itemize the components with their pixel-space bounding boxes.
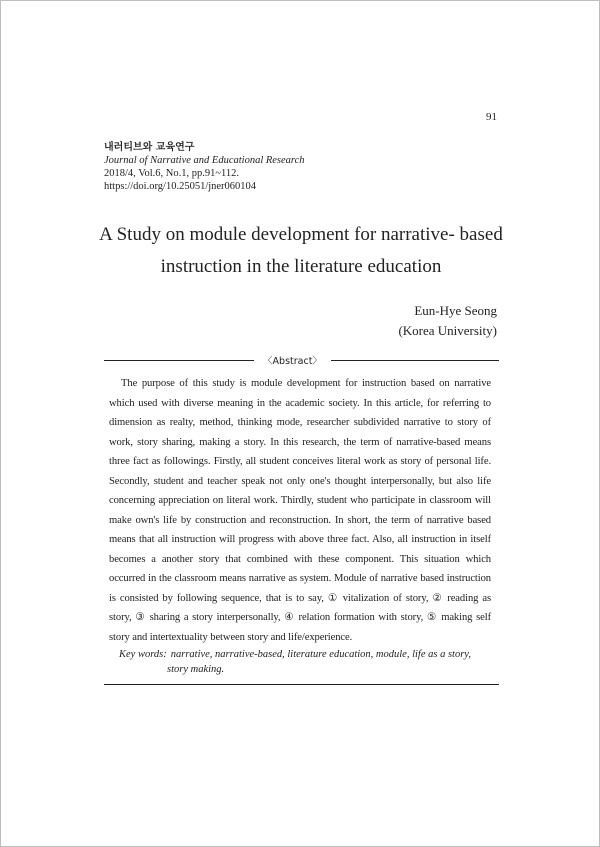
title-line-2: instruction in the literature education: [160, 256, 442, 277]
abstract-text: The purpose of this study is module development for instruction based on narrative which used with diverse meaning in the academic society. In this article, for referring to dimension as realty, method, thinking mode, researcher subdivided narrative to story of work, story sharing, making a story. In this research, the term of narrative-based means three fact as followings. Firstly, all student conceives literal work as story of personal life. Secondly, student and teacher speak not only one's thought interpersonally, but also life concerning appreciation on literal work. Thirdly, student who participate in classroom will make own's life by construction and reconstruction. In short, the term of narrative based means that all instruction will progress with above three fact. Also, all instruction in itself becomes a another story that combined with these component. This situation which occurred in the classroom means narrative as system. Module of narrative based instruction is consisted by following sequence, that is to say, ① vitalization of story, ② reading as story, ③ sharing a story interpersonally, ④ relation formation with story, ⑤ making self story and intertextuality between story and life/experience.: [109, 378, 491, 643]
paper-title: [61, 219, 541, 283]
author-affiliation: (Korea University): [398, 323, 497, 338]
journal-title-korean: 내러티브와 교육연구: [104, 142, 195, 153]
keywords-line-2: story making.: [167, 664, 225, 675]
abstract-heading: [104, 353, 499, 367]
journal-header: [104, 141, 305, 193]
bottom-rule: [104, 684, 499, 685]
volume-info: 2018/4, Vol.6, No.1, pp.91~112.: [104, 168, 239, 179]
abstract-rule-left: [104, 360, 254, 361]
author-name: Eun-Hye Seong: [414, 303, 497, 318]
journal-title-english: Journal of Narrative and Educational Research: [104, 155, 305, 166]
abstract-label: 〈Abstract〉: [263, 356, 322, 367]
abstract-rule-right: [331, 360, 499, 361]
keywords-label: Key words:: [119, 649, 167, 660]
keywords-line-1: narrative, narrative-based, literature education, module, life as a story,: [170, 649, 472, 660]
title-line-1: A Study on module development for narrative- based: [99, 224, 503, 245]
page-number: 91: [486, 111, 497, 123]
author-block: [398, 301, 497, 341]
keywords: [119, 647, 499, 677]
doi-link[interactable]: https://doi.org/10.25051/jner060104: [104, 181, 257, 192]
